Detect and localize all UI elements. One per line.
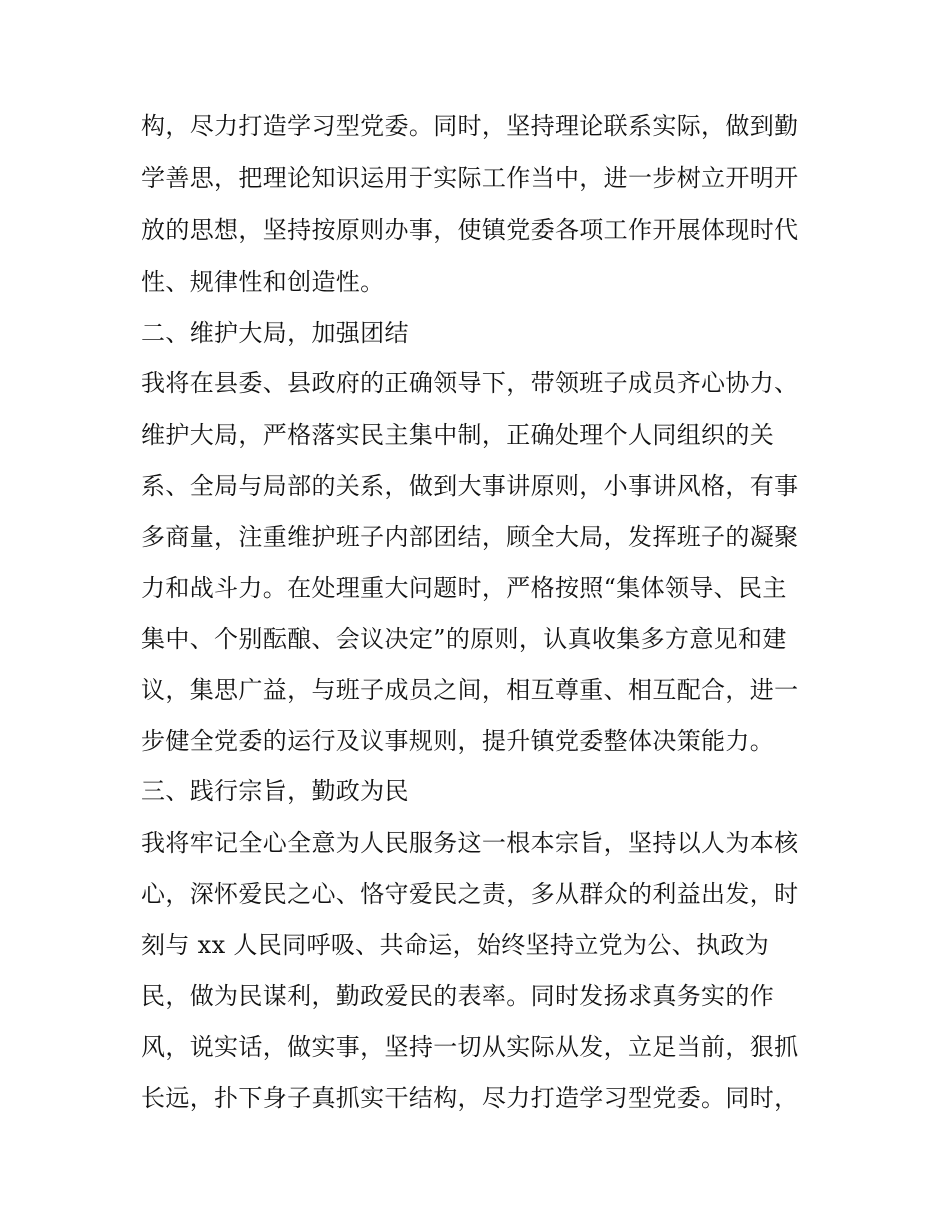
text-line: 构，尽力打造学习型党委。同时，坚持理论联系实际，做到勤 <box>141 112 799 140</box>
text-line: 长远，扑下身子真抓实干结构，尽力打造学习型党委。同时， <box>141 1084 799 1112</box>
text-line: 民，做为民谋利，勤政爱民的表率。同时发扬求真务实的作 <box>141 982 775 1010</box>
text-line: 心，深怀爱民之心、恪守爱民之责，多从群众的利益出发，时 <box>141 880 799 908</box>
text-line: 风，说实话，做实事，坚持一切从实际从发，立足当前，狠抓 <box>141 1033 799 1061</box>
section-heading: 二、维护大局，加强团结 <box>141 319 409 347</box>
text-line: 我将牢记全心全意为人民服务这一根本宗旨，坚持以人为本核 <box>141 829 799 857</box>
text-line: 集中、个别酝酿、会议决定”的原则，认真收集多方意见和建 <box>141 625 787 653</box>
text-line: 刻与 xx 人民同呼吸、共命运，始终坚持立党为公、执政为 <box>141 931 770 959</box>
text-line: 放的思想，坚持按原则办事，使镇党委各项工作开展体现时代 <box>141 216 799 244</box>
text-line: 议，集思广益，与班子成员之间，相互尊重、相互配合，进一 <box>141 676 799 704</box>
text-line: 多商量，注重维护班子内部团结，顾全大局，发挥班子的凝聚 <box>141 523 799 551</box>
text-line: 步健全党委的运行及议事规则，提升镇党委整体决策能力。 <box>141 727 775 755</box>
text-line: 力和战斗力。在处理重大问题时，严格按照“集体领导、民主 <box>141 574 787 602</box>
text-line: 学善思，把理论知识运用于实际工作当中，进一步树立开明开 <box>141 164 799 192</box>
text-line: 系、全局与局部的关系，做到大事讲原则，小事讲风格，有事 <box>141 472 799 500</box>
text-line: 性、规律性和创造性。 <box>141 268 385 296</box>
text-line: 维护大局，严格落实民主集中制，正确处理个人同组织的关 <box>141 421 775 449</box>
section-heading: 三、践行宗旨，勤政为民 <box>141 777 409 805</box>
text-line: 我将在县委、县政府的正确领导下，带领班子成员齐心协力、 <box>141 369 799 397</box>
